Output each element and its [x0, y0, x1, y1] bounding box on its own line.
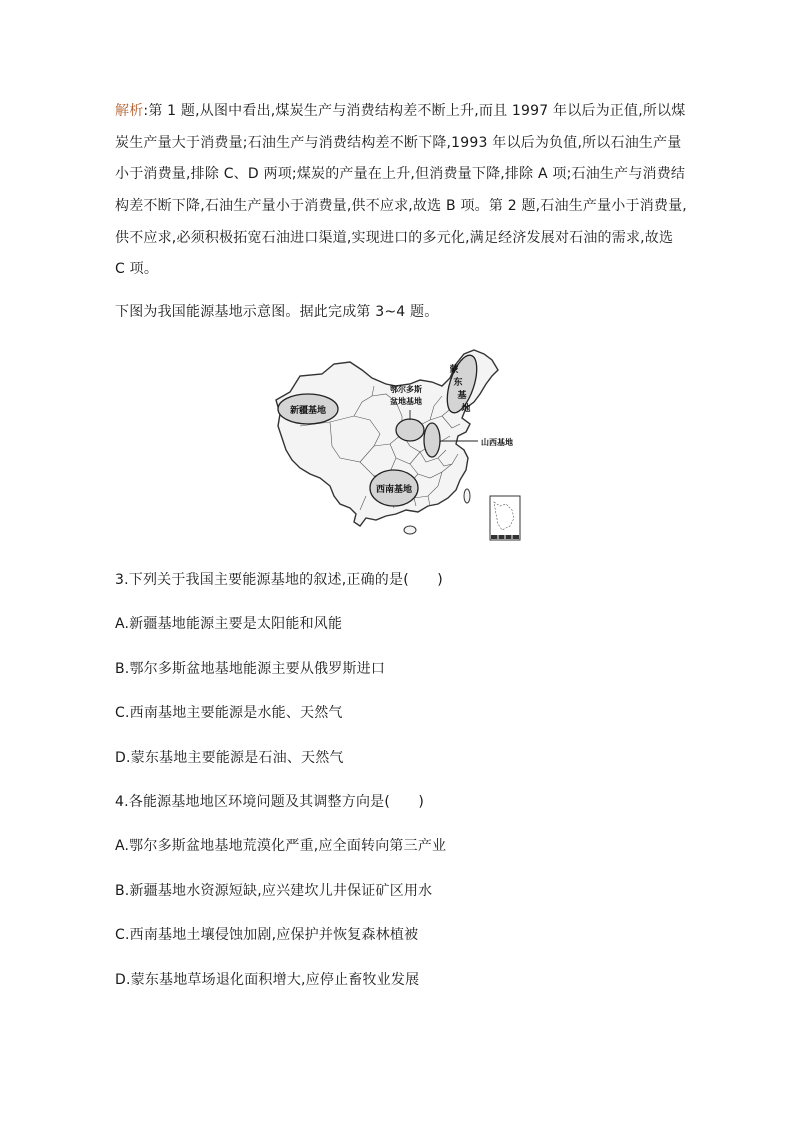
hainan-island — [404, 526, 416, 534]
mengdong-label-3: 基 — [457, 391, 467, 401]
analysis-line-5: 供不应求,必须积极拓宽石油进口渠道,实现进口的多元化,满足经济发展对石油的需求,故选 — [115, 230, 674, 246]
ordos-base-area — [396, 419, 424, 441]
south-china-sea-inset — [490, 496, 520, 540]
question-4-option-a: A.鄂尔多斯盆地基地荒漠化严重,应全面转向第三产业 — [115, 838, 447, 854]
question-4-stem: 4.各能源基地地区环境问题及其调整方向是( ) — [115, 794, 425, 810]
question-3-option-c: C.西南基地主要能源是水能、天然气 — [115, 705, 343, 721]
analysis-line-2: 炭生产量大于消费量;石油生产与消费结构差不断下降,1993 年以后为负值,所以石油生产量 — [115, 135, 682, 151]
ordos-label-line1: 鄂尔多斯 — [390, 385, 422, 394]
china-energy-base-map — [270, 346, 526, 546]
question-4-option-c: C.西南基地土壤侵蚀加剧,应保护并恢复森林植被 — [115, 927, 419, 943]
question-3-option-a: A.新疆基地能源主要是太阳能和风能 — [115, 616, 343, 632]
question-3-stem: 3.下列关于我国主要能源基地的叙述,正确的是( ) — [115, 572, 443, 588]
shanxi-base-area — [424, 423, 440, 457]
mengdong-label-4: 地 — [461, 404, 471, 414]
xinjiang-label: 新疆基地 — [289, 406, 327, 416]
analysis-line-3: 小于消费量,排除 C、D 两项;煤炭的产量在上升,但消费量下降,排除 A 项;石油生产与消费结 — [115, 166, 686, 182]
ordos-label-line2: 盆地基地 — [390, 397, 422, 406]
question-3-option-b: B.鄂尔多斯盆地基地能源主要从俄罗斯进口 — [115, 661, 386, 677]
xinan-label: 西南基地 — [375, 485, 413, 495]
analysis-line-6: C 项。 — [115, 261, 159, 277]
analysis-label: 解析 — [115, 103, 144, 119]
mengdong-label-1: 蒙 — [449, 365, 459, 375]
intro-text: 下图为我国能源基地示意图。据此完成第 3~4 题。 — [115, 304, 439, 320]
question-4-option-d: D.蒙东基地草场退化面积增大,应停止畜牧业发展 — [115, 972, 420, 988]
analysis-line-1 — [115, 101, 685, 121]
question-3-option-d: D.蒙东基地主要能源是石油、天然气 — [115, 750, 344, 766]
taiwan-island — [464, 489, 470, 503]
mengdong-label-2: 东 — [453, 378, 463, 388]
analysis-text: :第 1 题,从图中看出,煤炭生产与消费结构差不断上升,而且 1997 年以后为正值,所以煤 — [143, 103, 686, 119]
question-4-option-b: B.新疆基地水资源短缺,应兴建坎儿井保证矿区用水 — [115, 883, 433, 899]
analysis-line-4: 构差不断下降,石油生产量小于消费量,供不应求,故选 B 项。第 2 题,石油生产量小于消费量, — [115, 198, 687, 214]
shanxi-label: 山西基地 — [481, 438, 513, 447]
